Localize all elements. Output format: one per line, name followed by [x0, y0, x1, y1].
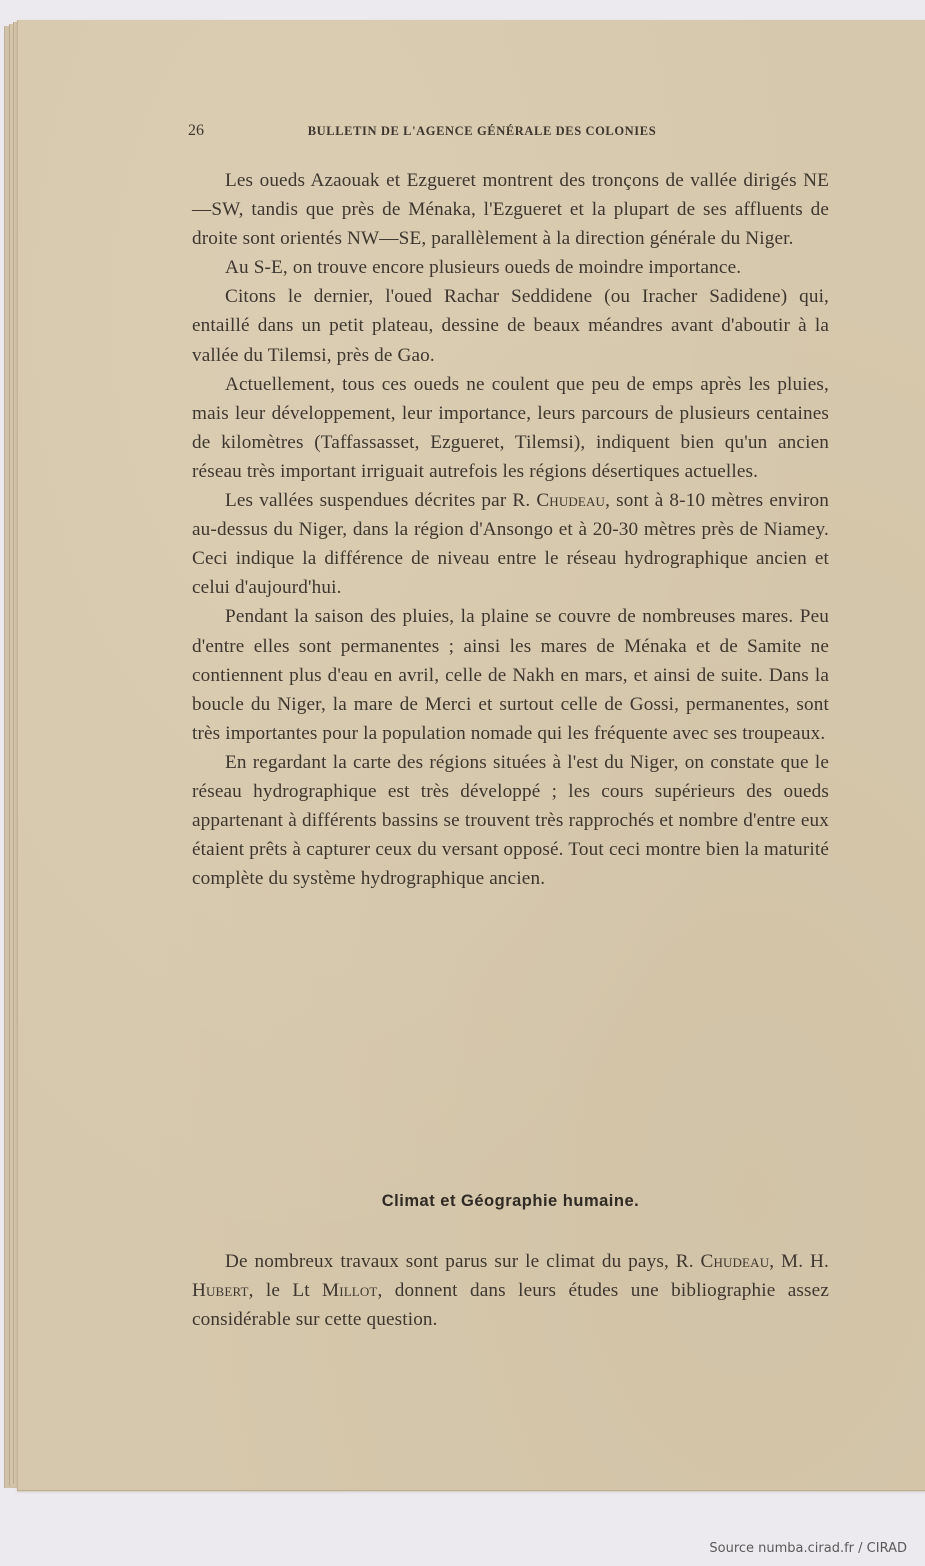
source-credit: Source numba.cirad.fr / CIRAD [709, 1541, 907, 1556]
text-run: Les vallées suspendues décrites par R. [225, 490, 537, 512]
author-name: Hubert [192, 1280, 249, 1302]
paragraph: Actuellement, tous ces oueds ne coulent que peu de emps après les pluies, mais leur développement, leur importance, leurs parcours de plusieurs centaines de kilomètres (Taffassasset, Ezgueret, Tilemsi), indiquent bien qu'un ancien réseau très important irriguait autrefois les régions désertiques actuelles. [192, 373, 829, 482]
paragraph: Citons le dernier, l'oued Rachar Seddidene (ou Iracher Sadidene) qui, entaillé dans un petit plateau, dessine de beaux méandres avant d'aboutir à la vallée du Tilemsi, près de Gao. [192, 286, 829, 366]
paragraph: En regardant la carte des régions situées à l'est du Niger, on constate que le réseau hydrographique est très développé ; les cours supérieurs des oueds appartenant à différents bassins se trouvent très rapprochés et nombre d'entre eux étaient prêts à capturer ceux du versant opposé. Tout ceci montre bien la maturité complète du système hydrographique ancien. [192, 751, 829, 890]
paragraph: Pendant la saison des pluies, la plaine se couvre de nombreuses mares. Peu d'entre elles sont permanentes ; ainsi les mares de Ménaka et de Samite ne contiennent plus d'eau en avril, celle de Nakh en mars, et ainsi de suite. Dans la boucle du Niger, la mare de Merci et surtout celle de Gossi, permanentes, sont très importantes pour la population nomade qui les fréquente avec ses troupeaux. [192, 606, 829, 744]
paragraph: Les oueds Azaouak et Ezgueret montrent des tronçons de vallée dirigés NE—SW, tandis que près de Ménaka, l'Ezgueret et la plupart de ses affluents de droite sont orientés NW—SE, parallèlement à la direction générale du Niger. [192, 170, 829, 250]
journal-title: BULLETIN DE L'AGENCE GÉNÉRALE DES COLONIES [307, 124, 657, 138]
text-run: , le Lt [248, 1280, 323, 1302]
section-body-text [192, 1247, 829, 1334]
author-name: Chudeau [536, 490, 606, 512]
text-run: De nombreux travaux sont parus sur le climat du pays, R. [225, 1251, 701, 1272]
text-run: , M. H. [769, 1251, 829, 1272]
paragraph [192, 486, 829, 602]
section-heading: Climat et Géographie humaine. [381, 1192, 640, 1210]
author-name: Chudeau [700, 1251, 770, 1272]
paragraph: Au S-E, on trouve encore plusieurs oueds de moindre importance. [225, 257, 742, 279]
text-run: , sont à 8-10 mètres environ au-dessus du Niger, dans la région d'Ansongo et à 20-30 mètres près de Niamey. Ceci indique la différence de niveau entre le réseau hydrographique ancien et celui d'aujourd'hui. [192, 490, 829, 599]
page-number: 26 [188, 122, 204, 139]
author-name: Millot [322, 1280, 378, 1302]
running-head [188, 122, 736, 140]
paragraph [192, 1247, 829, 1334]
body-text [192, 166, 829, 893]
text-run: , donnent dans leurs études une bibliographie assez considérable sur cette question. [192, 1280, 829, 1331]
